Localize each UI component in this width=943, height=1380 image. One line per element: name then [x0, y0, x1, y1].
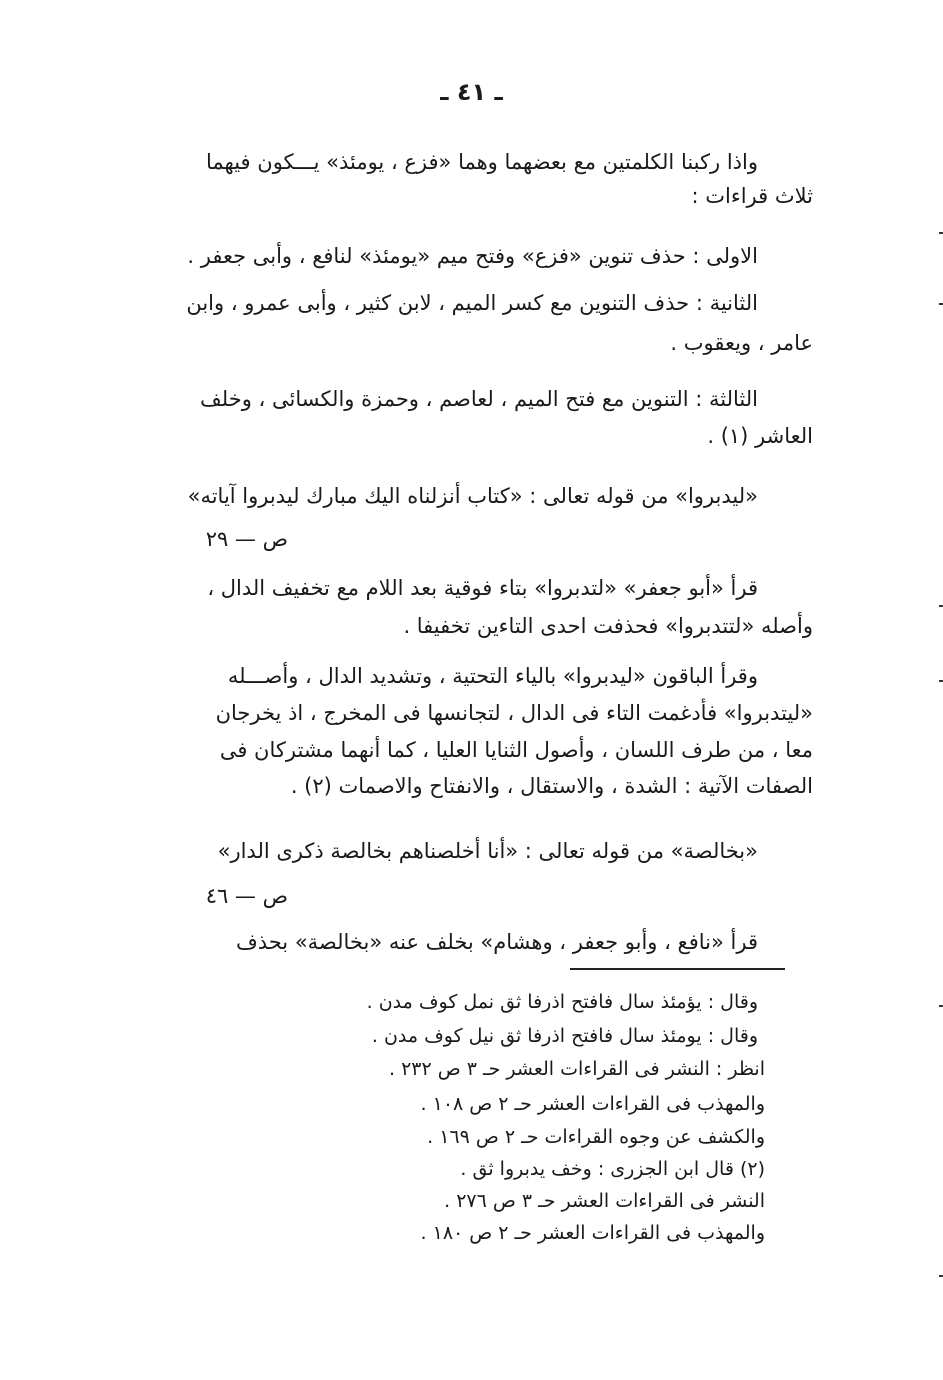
scan-mark — [939, 303, 943, 305]
scan-mark — [939, 1005, 943, 1007]
text-line: وقرأ الباقون «ليدبروا» بالياء التحتية ، وتشديد الدال ، وأصـــله — [227, 664, 758, 688]
text-line: معا ، من طرف اللسان ، وأصول الثنايا العليا ، كما أنهما مشتركان فى — [219, 738, 813, 762]
text-line: وأصله «لتتدبروا» فحذفت احدى التاءين تخفيفا . — [403, 614, 813, 638]
text-line: الصفات الآتية : الشدة ، والاستقال ، والانفتاح والاصمات (٢) . — [290, 774, 813, 798]
footnote-line: وقال : يؤمئذ سال فافتح اذرفا ثق نمل كوف مدن . — [366, 991, 758, 1013]
text-line: العاشر (١) . — [707, 424, 813, 448]
footnote-separator — [570, 968, 785, 970]
text-line: ثلاث قراءات : — [691, 184, 813, 208]
text-line: واذا ركبنا الكلمتين مع بعضهما وهما «فزع ، يومئذ» يـــكون فيهما — [206, 150, 758, 174]
text-line: «بخالصة» من قوله تعالى : «أنا أخلصناهم بخالصة ذكرى الدار» — [217, 839, 758, 863]
scan-mark — [939, 605, 943, 607]
text-line: «ليدبروا» من قوله تعالى : «كتاب أنزلناه اليك مبارك ليدبروا آياته» — [187, 484, 758, 508]
scan-mark — [939, 232, 943, 234]
footnote-line: والمهذب فى القراءات العشر حـ ٢ ص ١٠٨ . — [420, 1093, 765, 1115]
text-line: الثانية : حذف التنوين مع كسر الميم ، لابن كثير ، وأبى عمرو ، وابن — [186, 291, 758, 315]
footnote-line: النشر فى القراءات العشر حـ ٣ ص ٢٧٦ . — [444, 1190, 765, 1212]
text-line: عامر ، ويعقوب . — [670, 331, 813, 355]
verse-reference: ص — ٤٦ — [205, 884, 288, 908]
scan-mark — [939, 1275, 943, 1277]
text-line: الاولى : حذف تنوين «فزع» وفتح ميم «يومئذ» لنافع ، وأبى جعفر . — [187, 244, 758, 268]
footnote-line: (٢) قال ابن الجزرى : وخف يدبروا ثق . — [460, 1158, 765, 1180]
footnote-line: انظر : النشر فى القراءات العشر حـ ٣ ص ٢٣٢ . — [389, 1058, 765, 1080]
text-line: «ليتدبروا» فأدغمت التاء فى الدال ، لتجانسها فى المخرج ، اذ يخرجان — [215, 701, 813, 725]
text-line: قرأ «نافع ، وأبو جعفر ، وهشام» بخلف عنه «بخالصة» بحذف — [235, 930, 758, 954]
scan-mark — [939, 680, 943, 682]
text-line: الثالثة : التنوين مع فتح الميم ، لعاصم ، وحمزة والكسائى ، وخلف — [200, 387, 758, 411]
page-number: ـ ٤١ ـ — [440, 78, 503, 106]
footnote-line: والكشف عن وجوه القراءات حـ ٢ ص ١٦٩ . — [427, 1126, 765, 1148]
verse-reference: ص — ٢٩ — [205, 527, 288, 551]
text-line: قرأ «أبو جعفر» «لتدبروا» بتاء فوقية بعد اللام مع تخفيف الدال ، — [207, 576, 758, 600]
footnote-line: وقال : يومئذ سال فافتح اذرفا ثق نيل كوف مدن . — [371, 1025, 758, 1047]
footnote-line: والمهذب فى القراءات العشر حـ ٢ ص ١٨٠ . — [420, 1222, 765, 1244]
